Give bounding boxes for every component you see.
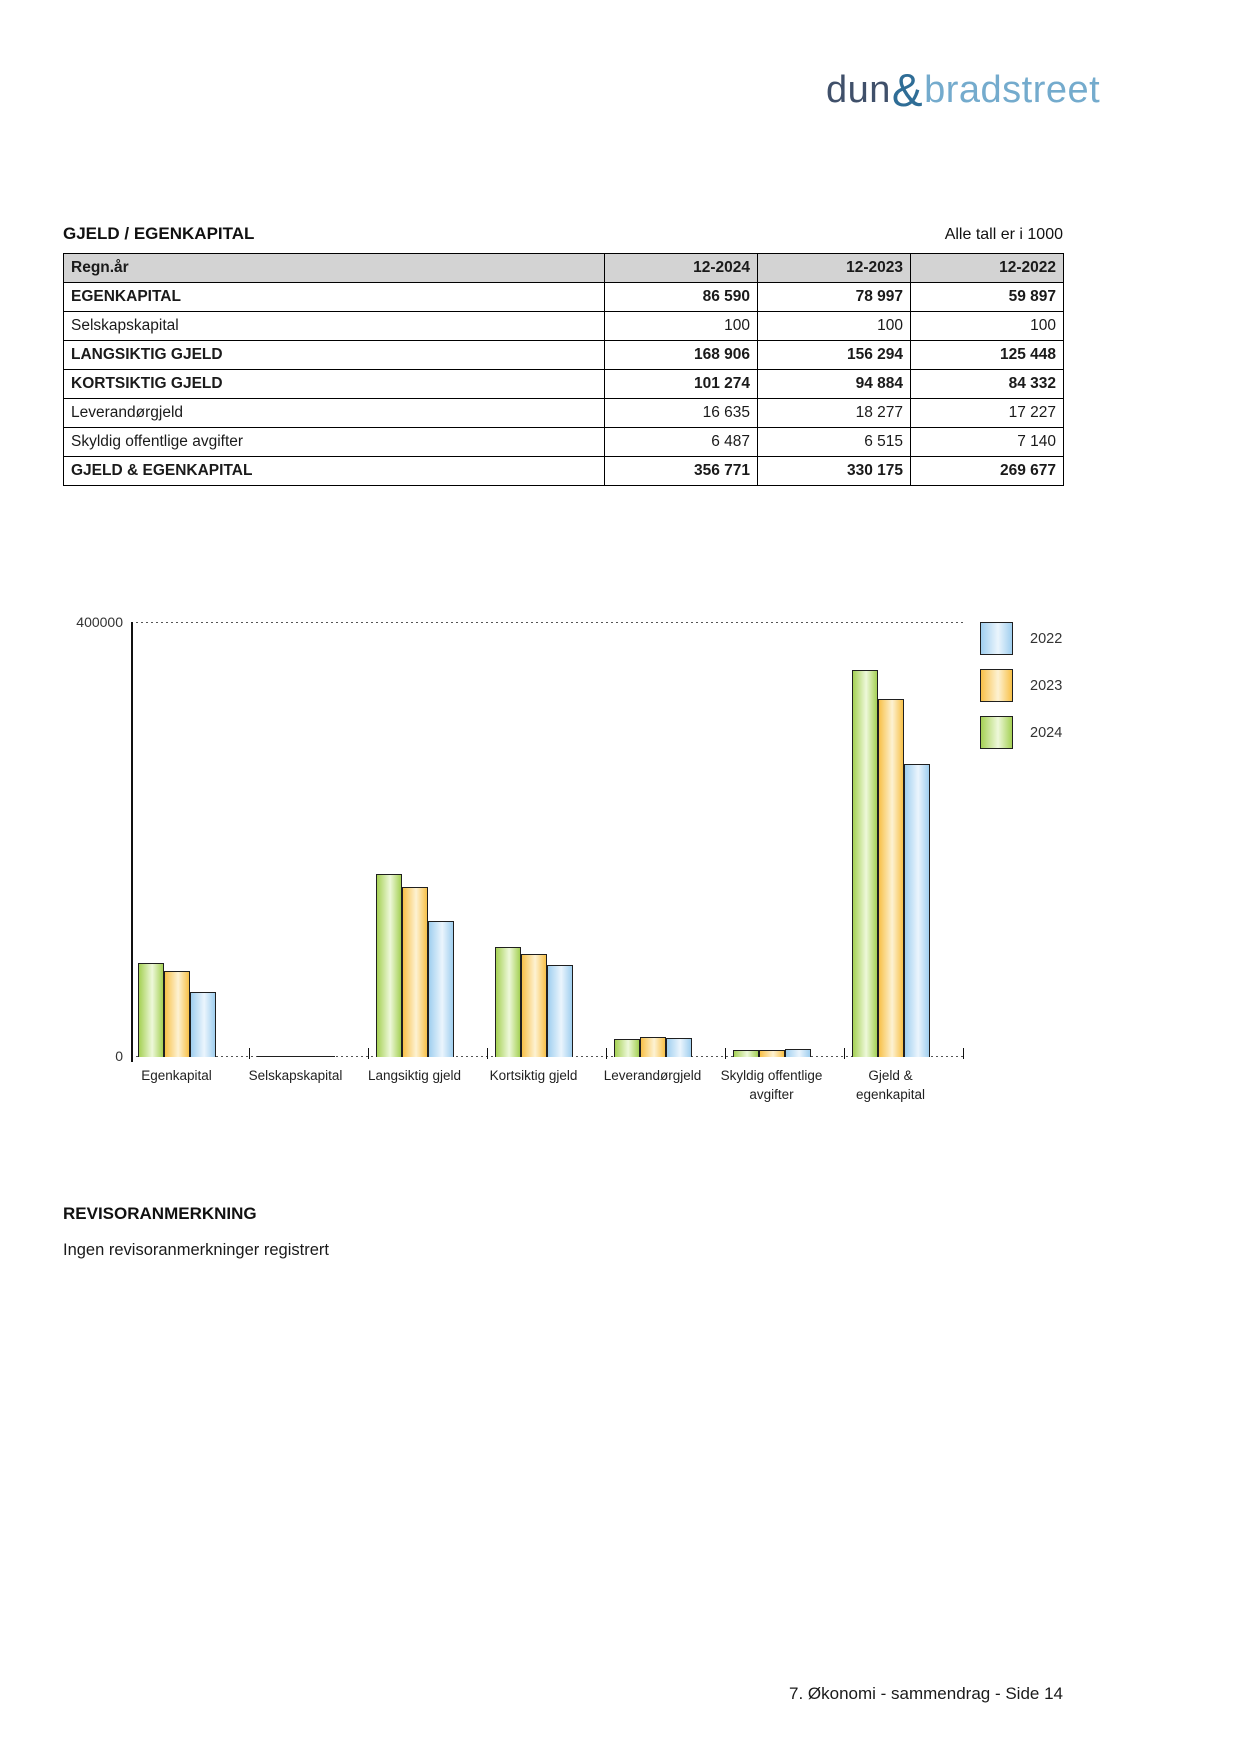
row-value: 78 997 — [758, 283, 911, 312]
chart-category-label-text: Langsiktig gjeld — [367, 1068, 462, 1083]
row-value: 101 274 — [605, 370, 758, 399]
row-value: 18 277 — [758, 399, 911, 428]
remarks-text: Ingen revisoranmerkninger registrert — [63, 1241, 329, 1259]
table-row — [64, 428, 1064, 457]
table-row — [64, 370, 1064, 399]
row-value: 168 906 — [605, 341, 758, 370]
bar-2022 — [904, 764, 930, 1057]
chart-slot — [845, 623, 964, 1057]
row-value: 16 635 — [605, 399, 758, 428]
row-value: 269 677 — [911, 457, 1064, 486]
legend-label: 2023 — [1030, 677, 1063, 694]
bar-2022 — [547, 965, 573, 1057]
chart-category-label-text: Gjeld & egenkapital — [855, 1068, 926, 1102]
legend-label: 2022 — [1030, 630, 1063, 647]
chart-category-label — [593, 1066, 712, 1104]
chart-category-labels — [131, 1066, 964, 1104]
legend-swatch-2023 — [980, 669, 1013, 702]
row-value: 330 175 — [758, 457, 911, 486]
bar-2022 — [428, 921, 454, 1057]
table-row — [64, 341, 1064, 370]
y-axis-label-zero: 0 — [115, 1048, 123, 1064]
chart-category-label — [474, 1066, 593, 1104]
chart-slot — [250, 623, 369, 1057]
col-header-2022: 12-2022 — [911, 254, 1064, 283]
col-header-regnar: Regn.år — [64, 254, 605, 283]
row-value: 156 294 — [758, 341, 911, 370]
chart-slot — [607, 623, 726, 1057]
bar-2024 — [733, 1050, 759, 1057]
row-value: 17 227 — [911, 399, 1064, 428]
table-header-row — [64, 254, 1064, 283]
chart-category-label — [355, 1066, 474, 1104]
logo-bradstreet: bradstreet — [924, 69, 1101, 111]
bar-2023 — [759, 1050, 785, 1057]
row-value: 94 884 — [758, 370, 911, 399]
financial-table-body — [64, 283, 1064, 486]
dun-bradstreet-logo — [826, 64, 1101, 116]
row-value: 356 771 — [605, 457, 758, 486]
bar-2023 — [640, 1037, 666, 1057]
bar-2024 — [495, 947, 521, 1057]
row-value: 59 897 — [911, 283, 1064, 312]
logo-dun: dun — [826, 69, 891, 111]
bar-2023 — [164, 971, 190, 1057]
row-value: 86 590 — [605, 283, 758, 312]
chart-category-label-text: Skyldig offentlige avgifter — [720, 1068, 823, 1102]
page-footer: 7. Økonomi - sammendrag - Side 14 — [788, 1684, 1063, 1703]
bar-2022 — [190, 992, 216, 1057]
chart-slot — [726, 623, 845, 1057]
table-row — [64, 283, 1064, 312]
legend-swatch-2022 — [980, 622, 1013, 655]
logo-ampersand-icon: & — [891, 64, 924, 116]
chart-category-label-text: Egenkapital — [141, 1068, 212, 1083]
row-label: Selskapskapital — [64, 312, 605, 341]
row-label: LANGSIKTIG GJELD — [64, 341, 605, 370]
financial-table — [63, 253, 1064, 486]
section-title: GJELD / EGENKAPITAL — [63, 224, 255, 243]
table-row — [64, 399, 1064, 428]
row-value: 100 — [605, 312, 758, 341]
bar-2023 — [402, 887, 428, 1057]
chart-slot — [131, 623, 250, 1057]
row-value: 100 — [758, 312, 911, 341]
chart-bar-group — [376, 874, 454, 1057]
row-value: 6 487 — [605, 428, 758, 457]
bar-2022 — [666, 1038, 692, 1057]
chart-bar-group — [733, 1049, 811, 1057]
row-value: 84 332 — [911, 370, 1064, 399]
row-label: Skyldig offentlige avgifter — [64, 428, 605, 457]
chart-bar-group — [614, 1037, 692, 1057]
bar-2023 — [521, 954, 547, 1057]
chart-bar-group — [495, 947, 573, 1057]
chart-category-label — [831, 1066, 950, 1104]
chart-slot — [369, 623, 488, 1057]
bar-2024 — [138, 963, 164, 1057]
col-header-2024: 12-2024 — [605, 254, 758, 283]
legend-item-2023 — [980, 669, 1062, 702]
table-row — [64, 312, 1064, 341]
row-label: EGENKAPITAL — [64, 283, 605, 312]
chart-category-label — [712, 1066, 831, 1104]
legend-swatch-2024 — [980, 716, 1013, 749]
chart-category-label — [117, 1066, 236, 1104]
chart-category-label-text: Selskapskapital — [248, 1068, 343, 1083]
chart-category-label-text: Kortsiktig gjeld — [489, 1068, 578, 1083]
col-header-2023: 12-2023 — [758, 254, 911, 283]
table-title-row — [63, 224, 1063, 244]
bar-2022 — [785, 1049, 811, 1057]
chart-bar-group — [257, 1056, 335, 1057]
table-row — [64, 457, 1064, 486]
remarks-title: REVISORANMERKNING — [63, 1204, 257, 1223]
legend-label: 2024 — [1030, 724, 1063, 741]
bar-2024 — [376, 874, 402, 1057]
chart-legend — [980, 622, 1062, 763]
row-value: 100 — [911, 312, 1064, 341]
bar-2024 — [852, 670, 878, 1057]
chart-category-label — [236, 1066, 355, 1104]
bar-2022 — [309, 1056, 335, 1057]
row-value: 6 515 — [758, 428, 911, 457]
unit-note: Alle tall er i 1000 — [944, 226, 1063, 243]
bar-2024 — [614, 1039, 640, 1057]
bar-2023 — [878, 699, 904, 1057]
row-label: Leverandørgjeld — [64, 399, 605, 428]
chart-plot-area — [131, 623, 964, 1057]
bar-2023 — [283, 1056, 309, 1057]
legend-item-2024 — [980, 716, 1062, 749]
row-label: KORTSIKTIG GJELD — [64, 370, 605, 399]
legend-item-2022 — [980, 622, 1062, 655]
bar-2024 — [257, 1056, 283, 1057]
row-label: GJELD & EGENKAPITAL — [64, 457, 605, 486]
y-axis-label-max: 400000 — [76, 614, 123, 630]
row-value: 125 448 — [911, 341, 1064, 370]
chart-category-label-text: Leverandørgjeld — [603, 1068, 702, 1083]
chart-bar-group — [852, 670, 930, 1057]
row-value: 7 140 — [911, 428, 1064, 457]
chart-bar-group — [138, 963, 216, 1057]
chart-slot — [488, 623, 607, 1057]
